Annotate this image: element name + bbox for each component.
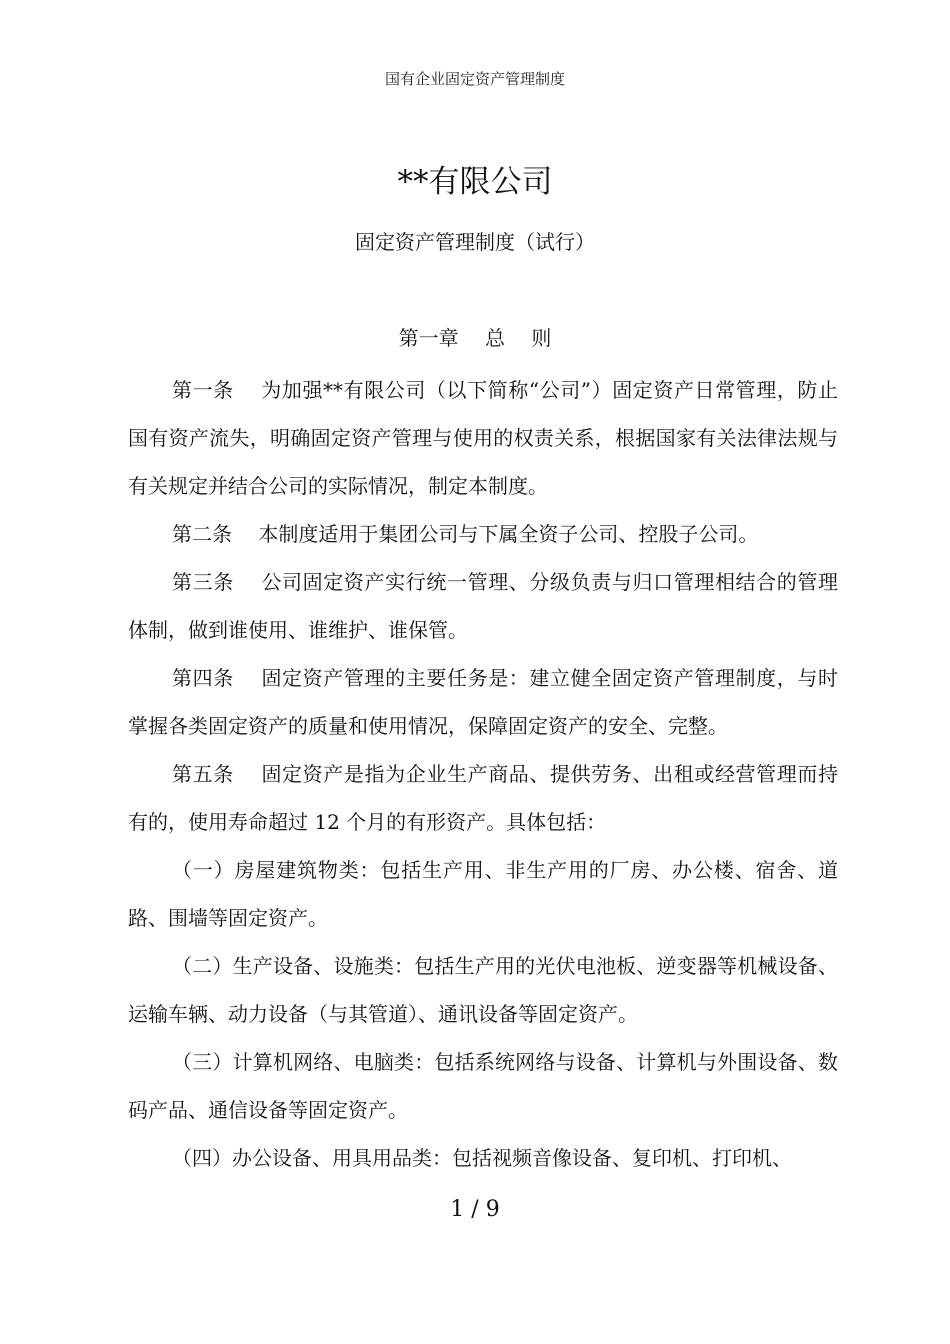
- article-3: [128, 558, 838, 654]
- article-text: 固定资产管理的主要任务是：建立健全固定资产管理制度，与时掌握各类固定资产的质量和使用情况，保障固定资产的安全、完整。: [128, 666, 839, 738]
- page-number: 1 / 9: [450, 1197, 500, 1222]
- article-text: 本制度适用于集团公司与下属全资子公司、控股子公司。: [258, 522, 759, 546]
- article-label: 第一条: [172, 378, 234, 402]
- article-4: [128, 654, 838, 750]
- list-item: （二）生产设备、设施类：包括生产用的光伏电池板、逆变器等机械设备、运输车辆、动力设备（与其管道）、通讯设备等固定资产。: [128, 954, 838, 1026]
- company-title: **有限公司: [397, 164, 553, 200]
- article-label: 第三条: [172, 570, 234, 594]
- document-subtitle: 固定资产管理制度（试行）: [355, 230, 595, 254]
- list-item: （一）房屋建筑物类：包括生产用、非生产用的厂房、办公楼、宿舍、道路、围墙等固定资产。: [128, 858, 838, 930]
- article-label: 第四条: [172, 666, 234, 690]
- article-text: 为加强**有限公司（以下简称“公司”）固定资产日常管理，防止国有资产流失，明确固定资产管理与使用的权责关系，根据国家有关法律法规与有关规定并结合公司的实际情况，制定本制度。: [128, 378, 839, 498]
- article-label: 第二条: [172, 522, 232, 546]
- article-5: [128, 750, 838, 846]
- article-2: [128, 510, 838, 558]
- running-header: 国有企业固定资产管理制度: [384, 70, 565, 88]
- list-item: （三）计算机网络、电脑类：包括系统网络与设备、计算机与外围设备、数码产品、通信设备等固定资产。: [128, 1050, 838, 1122]
- chapter-heading: 第一章 总 则: [398, 326, 552, 350]
- document-body: [128, 366, 838, 1182]
- article-text: 公司固定资产实行统一管理、分级负责与归口管理相结合的管理体制，做到谁使用、谁维护、谁保管。: [128, 570, 839, 642]
- article-text: 固定资产是指为企业生产商品、提供劳务、出租或经营管理而持有的，使用寿命超过 12 个月的有形资产。具体包括：: [128, 762, 839, 834]
- list-item: （四）办公设备、用具用品类：包括视频音像设备、复印机、打印机、: [172, 1146, 792, 1170]
- article-1: [128, 366, 838, 510]
- article-label: 第五条: [172, 762, 234, 786]
